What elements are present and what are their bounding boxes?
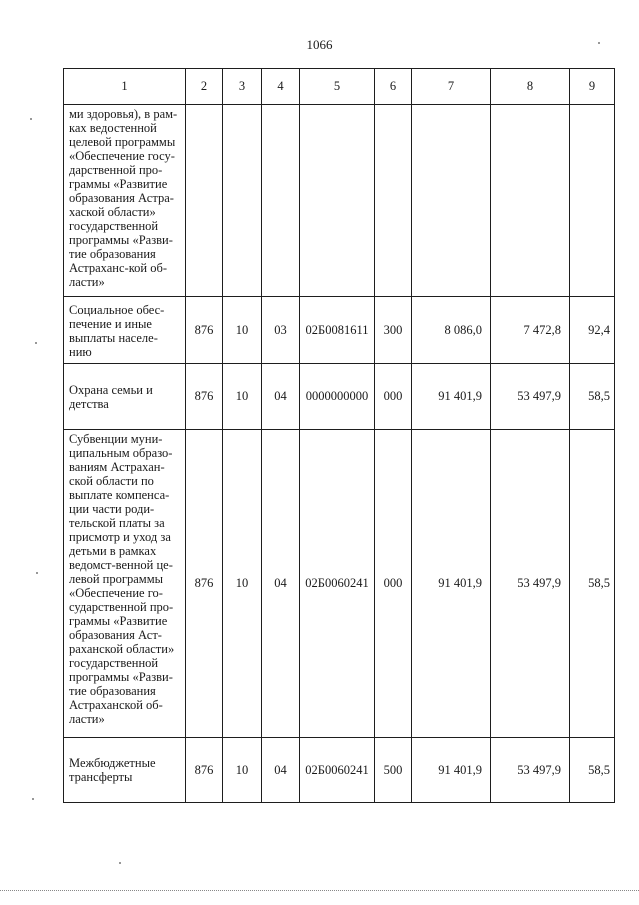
cell-col9: 58,5 (570, 364, 615, 430)
cell-col4 (262, 105, 300, 297)
row-description: Охрана семьи и детства (64, 364, 186, 430)
cell-col6 (375, 105, 412, 297)
column-header: 8 (491, 69, 570, 105)
cell-col9 (570, 105, 615, 297)
cell-col6: 000 (375, 364, 412, 430)
cell-col2: 876 (186, 738, 223, 803)
cell-col7: 91 401,9 (412, 738, 491, 803)
cell-col6: 300 (375, 297, 412, 364)
table-header-row (64, 69, 615, 105)
cell-col3: 10 (223, 738, 262, 803)
cell-col7: 91 401,9 (412, 430, 491, 738)
cell-col3 (223, 105, 262, 297)
table-row (64, 297, 615, 364)
cell-col4: 04 (262, 430, 300, 738)
cell-col9: 58,5 (570, 738, 615, 803)
table-row (64, 364, 615, 430)
row-description: Социальное обес- печение и иные выплаты населе- нию (64, 297, 186, 364)
table-row (64, 430, 615, 738)
row-description: Межбюджетные трансферты (64, 738, 186, 803)
cell-col8: 53 497,9 (491, 364, 570, 430)
column-header: 7 (412, 69, 491, 105)
cell-col5: 02Б0060241 (300, 430, 375, 738)
cell-col4: 04 (262, 364, 300, 430)
scan-speck (30, 118, 32, 120)
budget-table (63, 68, 615, 803)
table-row (64, 105, 615, 297)
scan-speck (119, 862, 121, 864)
cell-col5 (300, 105, 375, 297)
column-header: 1 (64, 69, 186, 105)
column-header: 4 (262, 69, 300, 105)
cell-col6: 500 (375, 738, 412, 803)
cell-col7 (412, 105, 491, 297)
cell-col7: 91 401,9 (412, 364, 491, 430)
table-row (64, 738, 615, 803)
cell-col5: 02Б0081611 (300, 297, 375, 364)
cell-col8: 53 497,9 (491, 430, 570, 738)
column-header: 2 (186, 69, 223, 105)
cell-col2 (186, 105, 223, 297)
column-header: 9 (570, 69, 615, 105)
column-header: 3 (223, 69, 262, 105)
scan-edge-rule (0, 890, 639, 891)
scan-speck (35, 342, 37, 344)
cell-col9: 58,5 (570, 430, 615, 738)
page-number: 1066 (306, 37, 333, 52)
scan-speck (598, 42, 600, 44)
cell-col4: 03 (262, 297, 300, 364)
cell-col3: 10 (223, 297, 262, 364)
cell-col4: 04 (262, 738, 300, 803)
cell-col9: 92,4 (570, 297, 615, 364)
column-header: 5 (300, 69, 375, 105)
cell-col8: 53 497,9 (491, 738, 570, 803)
scan-speck (32, 798, 34, 800)
row-description: ми здоровья), в рам- ках ведостенной целевой программы «Обеспечение госу- дарственной про- граммы «Развитие образования Астра- хаской области» государственной программы «Разви- тие образования Астраханс-кой об- ласти» (64, 105, 186, 297)
row-description: Субвенции муни- ципальным образо- ваниям Астрахан- ской области по выплате компенса- ции части роди- тельской платы за присмотр и уход за детьми в рамках ведомст-венной це- левой программы «Обеспечение го- сударственной про- граммы «Развитие образования Аст- раханской области» государственной программы «Разви- тие образования Астраханской об- ласти» (64, 430, 186, 738)
cell-col5: 02Б0060241 (300, 738, 375, 803)
cell-col3: 10 (223, 364, 262, 430)
cell-col8 (491, 105, 570, 297)
cell-col6: 000 (375, 430, 412, 738)
cell-col8: 7 472,8 (491, 297, 570, 364)
column-header: 6 (375, 69, 412, 105)
cell-col2: 876 (186, 364, 223, 430)
cell-col7: 8 086,0 (412, 297, 491, 364)
scan-speck (36, 572, 38, 574)
cell-col2: 876 (186, 297, 223, 364)
cell-col2: 876 (186, 430, 223, 738)
cell-col3: 10 (223, 430, 262, 738)
cell-col5: 0000000000 (300, 364, 375, 430)
